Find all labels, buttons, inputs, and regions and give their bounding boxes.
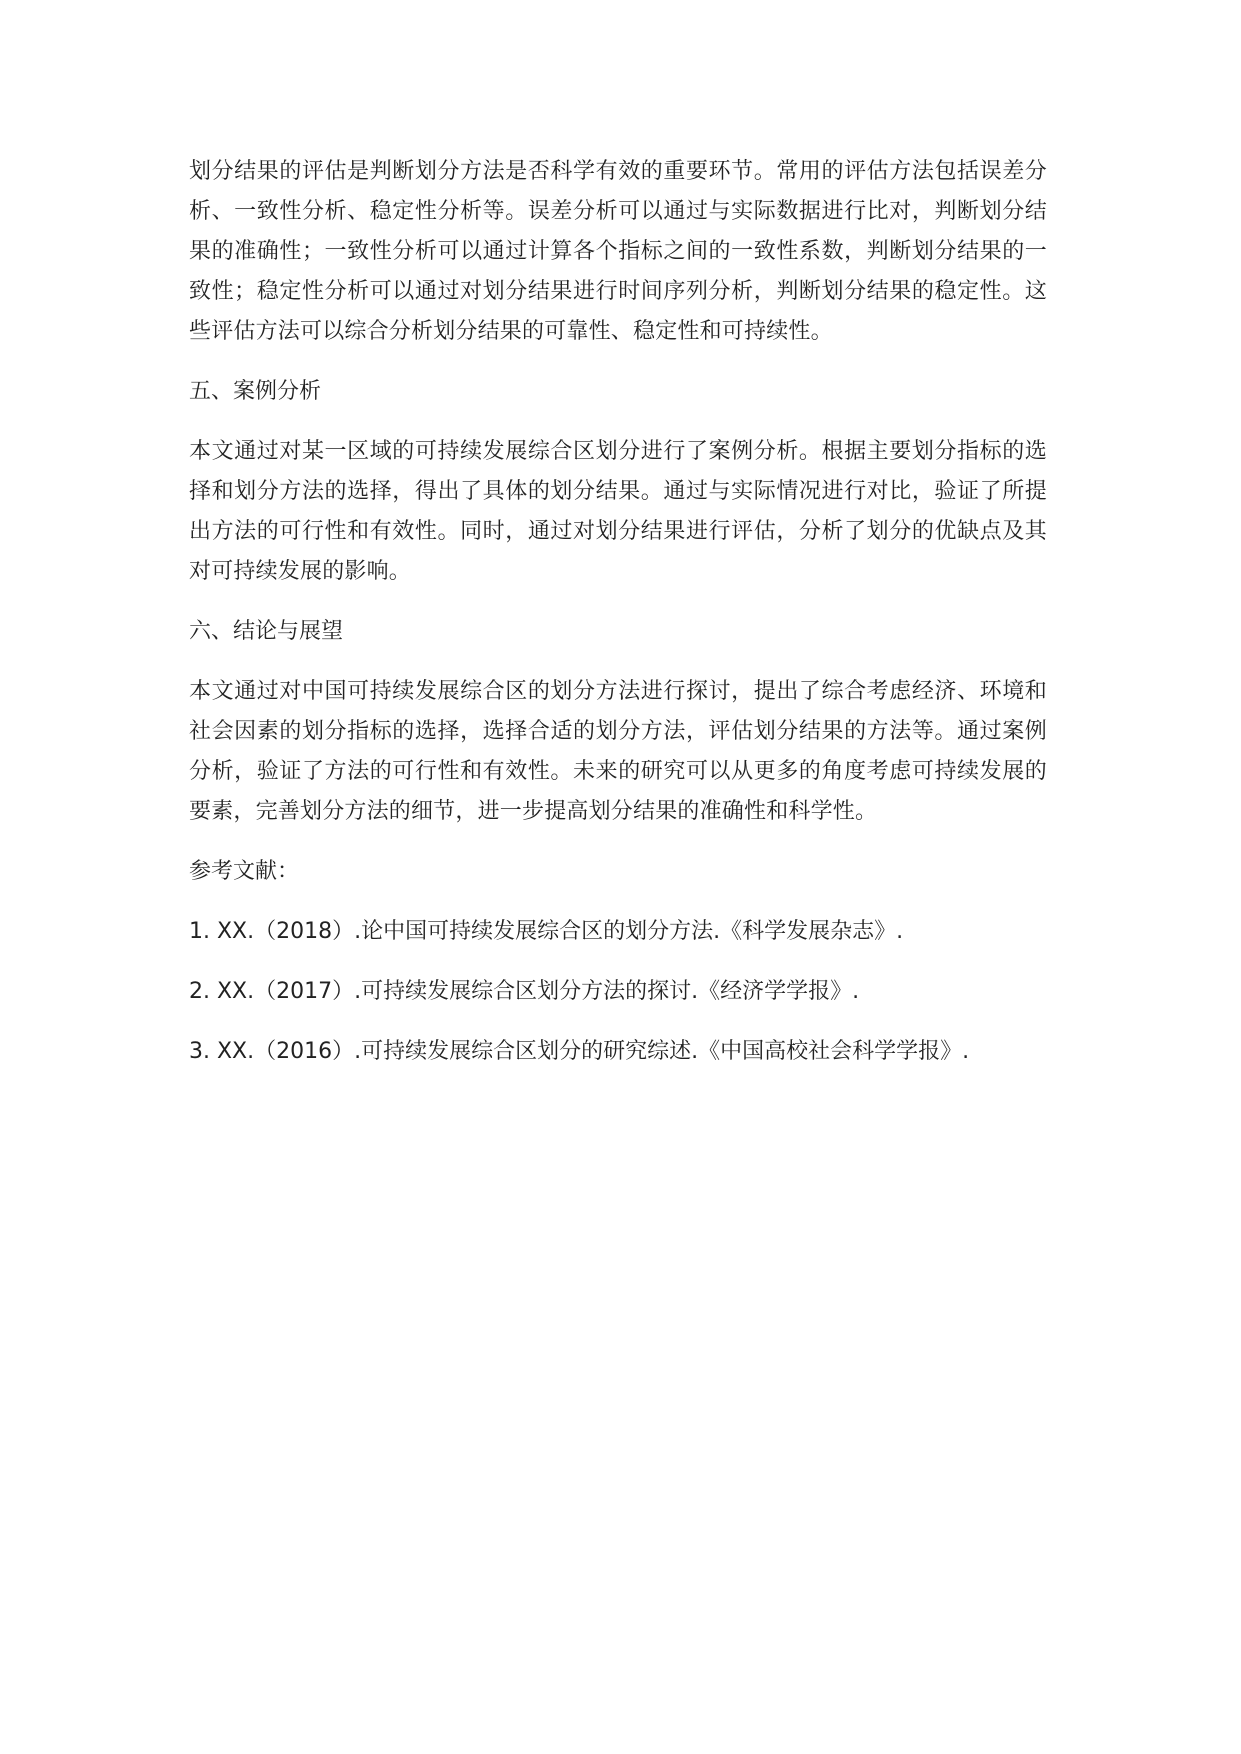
references-heading: 参考文献：	[189, 859, 300, 884]
conclusion-paragraph: 本文通过对中国可持续发展综合区的划分方法进行探讨，提出了综合考虑经济、环境和社会因素的划分指标的选择，选择合适的划分方法，评估划分结果的方法等。通过案例分析，验证了方法的可行性和有效性。未来的研究可以从更多的角度考虑可持续发展的要素，完善划分方法的细节，进一步提高划分结果的准确性和科学性。	[189, 679, 1047, 824]
reference-item: 2. XX.（2017）.可持续发展综合区划分方法的探讨.《经济学学报》.	[189, 979, 860, 1004]
conclusion-heading: 六、结论与展望	[189, 619, 344, 644]
reference-item: 3. XX.（2016）.可持续发展综合区划分的研究综述.《中国高校社会科学学报》.	[189, 1039, 970, 1064]
reference-item: 1. XX.（2018）.论中国可持续发展综合区的划分方法.《科学发展杂志》.	[189, 919, 904, 944]
evaluation-paragraph: 划分结果的评估是判断划分方法是否科学有效的重要环节。常用的评估方法包括误差分析、一致性分析、稳定性分析等。误差分析可以通过与实际数据进行比对，判断划分结果的准确性；一致性分析可以通过计算各个指标之间的一致性系数，判断划分结果的一致性；稳定性分析可以通过对划分结果进行时间序列分析，判断划分结果的稳定性。这些评估方法可以综合分析划分结果的可靠性、稳定性和可持续性。	[189, 159, 1047, 344]
document-body	[189, 152, 1047, 1092]
references-list	[189, 912, 1047, 1072]
case-analysis-heading: 五、案例分析	[189, 379, 322, 404]
case-analysis-paragraph: 本文通过对某一区域的可持续发展综合区划分进行了案例分析。根据主要划分指标的选择和划分方法的选择，得出了具体的划分结果。通过与实际情况进行对比，验证了所提出方法的可行性和有效性。同时，通过对划分结果进行评估，分析了划分的优缺点及其对可持续发展的影响。	[189, 439, 1047, 584]
